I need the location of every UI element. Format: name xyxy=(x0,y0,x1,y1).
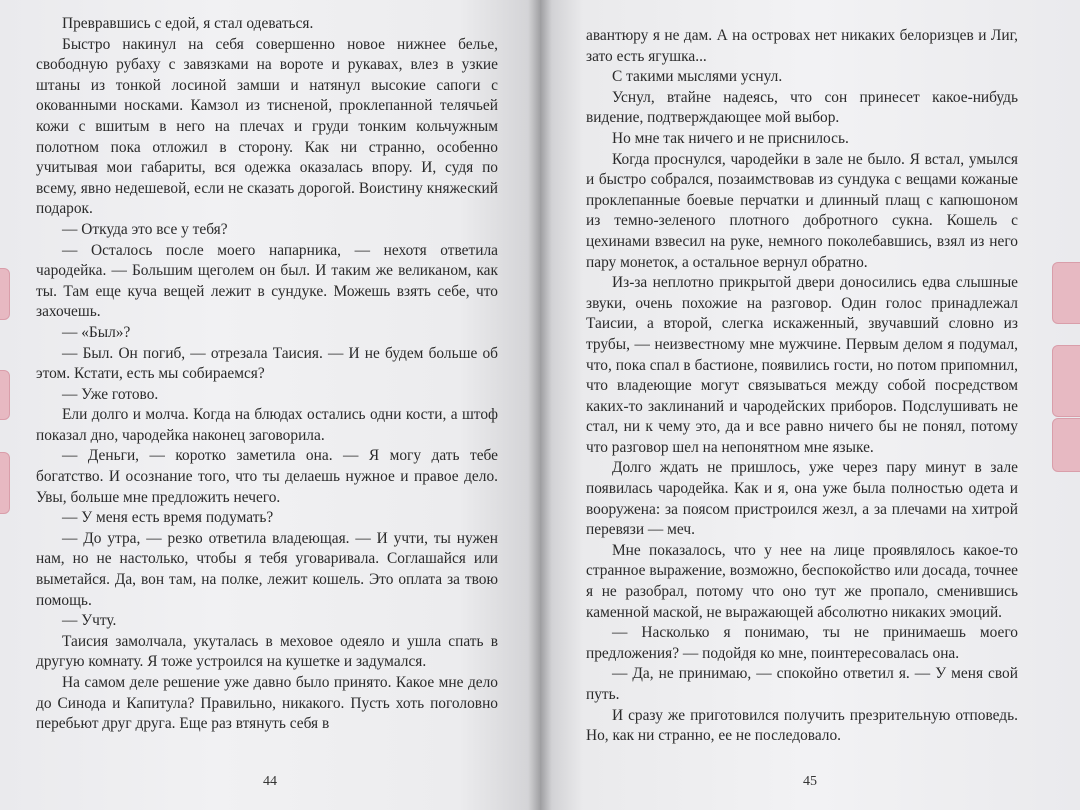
paragraph: — Уже готово. xyxy=(62,385,159,403)
paragraph: авантюру я не дам. А на островах нет никаких белоризцев и Лиг, зато есть ягушка... xyxy=(586,27,1018,65)
paragraph: — «Был»? xyxy=(62,323,131,341)
paragraph: Уснул, втайне надеясь, что сон принесет какое-нибудь видение, подтверждающее мой выбор. xyxy=(586,88,1018,127)
paragraph: — Откуда это все у тебя? xyxy=(62,220,228,238)
paragraph: И сразу же приготовился получить презрительную отповедь. Но, как ни странно, ее не последовало. xyxy=(586,706,1018,745)
paragraph: Долго ждать не пришлось, уже через пару минут в зале появилась чародейка. Как и я, она уже была полностью одета и вооружена: за поясом пристроился жезл, а за плечами на хитрой перевязи — меч. xyxy=(586,459,1018,539)
paragraph: Мне показалось, что у нее на лице проявлялось какое-то странное выражение, возможно, беспокойство или досада, точнее я не разобрал, потому что оно тут же пропало, сменившись каменной маской, не выражающей абсолютно никаких эмоций. xyxy=(586,541,1018,621)
paragraph: Таисия замолчала, укуталась в меховое одеяло и ушла спать в другую комнату. Я тоже устроился на кушетке и задумался. xyxy=(36,632,498,671)
right-page xyxy=(540,0,1080,810)
left-page-text xyxy=(36,14,498,735)
paragraph: На самом деле решение уже давно было принято. Какое мне дело до Синода и Капитула? Правильно, никакого. Пусть хоть поголовно перебьют друг друга. Еще раз втянуть себя в xyxy=(36,674,498,733)
paragraph: Когда проснулся, чародейки в зале не было. Я встал, умылся и быстро собрался, позаимствовав из сундука с вещами кожаные проклепанные боевые перчатки и длинный плащ с капюшоном из темно-зеленого плотного добротного сукна. Кошель с цехинами взвесил на руке, немного поколебавшись, взял из него пару монеток, а остальное вернул обратно. xyxy=(586,150,1018,271)
paragraph: — Был. Он погиб, — отрезала Таисия. — И не будем больше об этом. Кстати, есть мы собираемся? xyxy=(36,344,498,383)
book-spine-shadow xyxy=(528,0,552,810)
paragraph: — Деньги, — коротко заметила она. — Я могу дать тебе богатство. И осознание того, что ты делаешь нужное и правое дело. Увы, больше мне предложить нечего. xyxy=(36,447,498,506)
paragraph: — До утра, — резко ответила владеющая. — И учти, ты нужен нам, но не настолько, чтобы я тебя уговаривала. Соглашайся или выметайся. Да, вон там, на полке, лежит кошель. Это оплата за твою помощь. xyxy=(36,529,498,609)
bookmark-tab xyxy=(0,452,10,514)
bookmark-tab xyxy=(0,268,10,320)
bookmark-tab xyxy=(1052,345,1080,417)
paragraph: — Да, не принимаю, — спокойно ответил я. — У меня свой путь. xyxy=(586,665,1018,703)
paragraph: — Осталось после моего напарника, — нехотя ответила чародейка. — Большим щеголем он был. И таким же великаном, как ты. Там еще куча вещей лежит в сундуке. Можешь взять себе, что захочешь. xyxy=(36,241,498,321)
paragraph: С такими мыслями уснул. xyxy=(612,68,783,86)
page-number-left: 44 xyxy=(263,774,277,789)
bookmark-tab xyxy=(1052,262,1080,324)
paragraph: — У меня есть время подумать? xyxy=(62,509,274,527)
paragraph: Ели долго и молча. Когда на блюдах остались одни кости, а штоф показал дно, чародейка наконец заговорила. xyxy=(36,406,498,444)
paragraph: Превравшись с едой, я стал одеваться. xyxy=(62,15,314,32)
paragraph: — Учту. xyxy=(62,612,117,630)
paragraph: Из-за неплотно прикрытой двери доносились едва слышные звуки, очень похожие на разговор. Один голос принадлежал Таисии, а второй, слегка искаженный, звучавший словно из трубы, — неизвестному мне мужчине. Первым делом я подумал, что, пока спал в бастионе, появились гости, но потом припомнил, что владеющие могут связываться между собой посредством каких-то заклинаний и чародейских приборов. Подслушивать не стал, ни к чему это, да и все равно ничего бы не понял, потому что разговор шел на непонятном мне языке. xyxy=(586,274,1018,456)
right-page-text xyxy=(586,26,1018,747)
paragraph: Быстро накинул на себя совершенно новое нижнее белье, свободную рубаху с завязками на вороте и рукавах, влез в узкие штаны из тонкой лосиной замши и натянул высокие сапоги с окованными носками. Камзол из тисненой, проклепанной телячьей кожи с вшитым в него на плечах и груди тонким кольчужным полотном пока отложил в сторону. Как ни странно, особенно учитывая мои габариты, вся одежка оказалась впору. И, судя по всему, явно недешевой, если не сказать дорогой. Воистину княжеский подарок. xyxy=(36,35,498,218)
bookmark-tab xyxy=(0,370,10,420)
paragraph: — Насколько я понимаю, ты не принимаешь моего предложения? — подойдя ко мне, поинтересовалась она. xyxy=(586,624,1018,662)
paragraph: Но мне так ничего и не приснилось. xyxy=(612,129,849,147)
bookmark-tab xyxy=(1052,418,1080,472)
page-number-right: 45 xyxy=(803,774,817,789)
